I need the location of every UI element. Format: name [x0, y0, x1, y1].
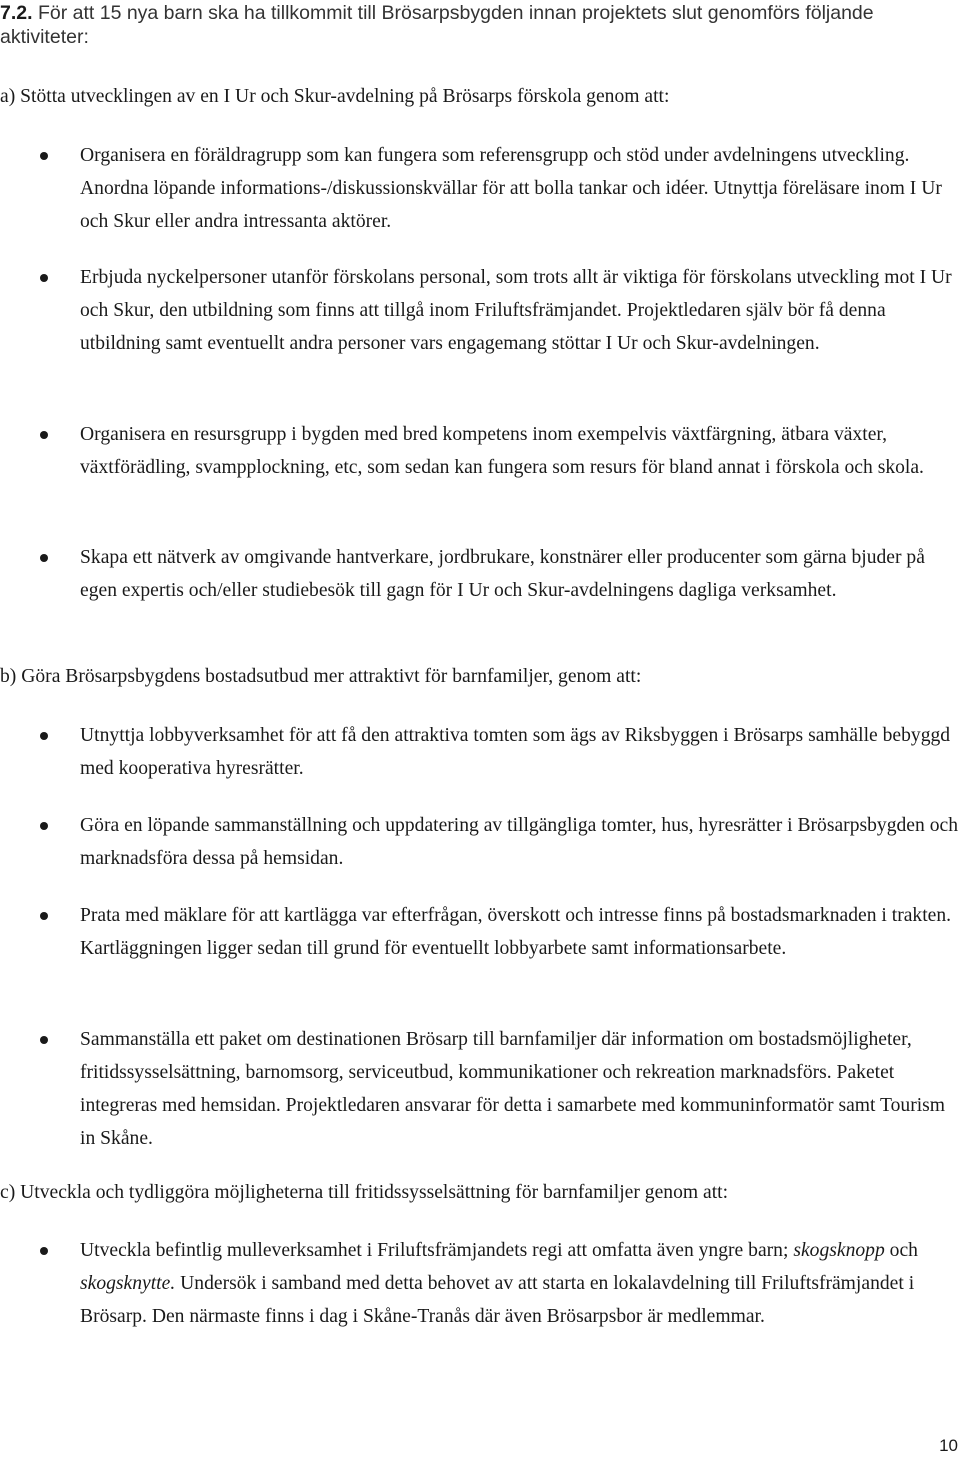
bullet-icon	[40, 1247, 48, 1255]
list-item-text: Organisera en föräldragrupp som kan fungera som referensgrupp och stöd under avdelningens utveckling. Anordna löpande informations-/diskussionskvällar för att bolla tankar och idéer. Utnyttja föreläsare inom I Ur och Skur eller andra intressanta aktörer.	[80, 145, 942, 232]
bullet-icon	[40, 822, 48, 830]
bullet-icon	[40, 1036, 48, 1044]
list-item-text: Prata med mäklare för att kartlägga var efterfrågan, överskott och intresse finns på bostadsmarknaden i trakten. Kartläggningen ligger sedan till grund för eventuellt lobbyarbete samt informationsarbete.	[80, 905, 952, 959]
bullet-icon	[40, 912, 48, 920]
list-item-text	[80, 1234, 958, 1333]
section-c-intro: c) Utveckla och tydliggöra möjligheterna till fritidssysselsättning för barnfamiljer genom att:	[0, 1182, 729, 1203]
bullet-icon	[40, 431, 48, 439]
item-text-part: Utveckla befintlig mulleverksamhet i Friluftsfrämjandets regi att omfatta även yngre barn;	[80, 1240, 789, 1261]
bullet-icon	[40, 732, 48, 740]
item-text-part: och	[889, 1240, 918, 1261]
page-number: 10	[939, 1436, 958, 1455]
list-item-text: Skapa ett nätverk av omgivande hantverkare, jordbrukare, konstnärer eller producenter som gärna bjuder på egen expertis och/eller studiebesök till gagn för I Ur och Skur-avdelningens dagliga verksamhet.	[80, 547, 925, 601]
list-item-text: Organisera en resursgrupp i bygden med bred kompetens inom exempelvis växtfärgning, ätbara växter, växtförädling, svampplockning, etc, som sedan kan fungera som resurs för bland annat i förskola och skola.	[80, 424, 924, 478]
item-text-part: Undersök i samband med detta behovet av att starta en lokalavdelning till Friluftsfrämjandet i Brösarp. Den närmaste finns i dag i Skåne-Tranås där även Brösarpsbor är medlemmar.	[80, 1273, 915, 1327]
list-item-text: Utnyttja lobbyverksamhet för att få den attraktiva tomten som ägs av Riksbyggen i Brösarps samhälle bebyggd med kooperativa hyresrätter.	[80, 725, 951, 779]
list-item-text: Göra en löpande sammanställning och uppdatering av tillgängliga tomter, hus, hyresrätter i Brösarpsbygden och marknadsföra dessa på hemsidan.	[80, 815, 958, 869]
section-heading-text: För att 15 nya barn ska ha tillkommit till Brösarpsbygden innan projektets slut genomförs följande aktiviteter:	[0, 2, 874, 48]
bullet-icon	[40, 274, 48, 282]
section-b-intro: b) Göra Brösarpsbygdens bostadsutbud mer attraktivt för barnfamiljer, genom att:	[0, 666, 642, 687]
bullet-icon	[40, 152, 48, 160]
section-heading	[0, 1, 958, 49]
list-item-text: Sammanställa ett paket om destinationen Brösarp till barnfamiljer där information om bostadsmöjligheter, fritidssysselsättning, barnomsorg, serviceutbud, kommunikationer och rekreation marknadsförs. Paketet integreras med hemsidan. Projektledaren ansvarar för detta i samarbete med kommuninformatör samt Tourism in Skåne.	[80, 1029, 946, 1149]
item-text-italic: skogsknopp	[793, 1240, 885, 1261]
bullet-icon	[40, 554, 48, 562]
item-text-italic: skogsknytte.	[80, 1273, 176, 1294]
section-number: 7.2.	[0, 2, 33, 24]
section-a-intro: a) Stötta utvecklingen av en I Ur och Skur-avdelning på Brösarps förskola genom att:	[0, 86, 670, 107]
list-item-text: Erbjuda nyckelpersoner utanför förskolans personal, som trots allt är viktiga för förskolans utveckling mot I Ur och Skur, den utbildning som finns att tillgå inom Friluftsfrämjandet. Projektledaren själv bör få denna utbildning samt eventuellt andra personer vars engagemang stöttar I Ur och Skur-avdelningen.	[80, 267, 952, 354]
